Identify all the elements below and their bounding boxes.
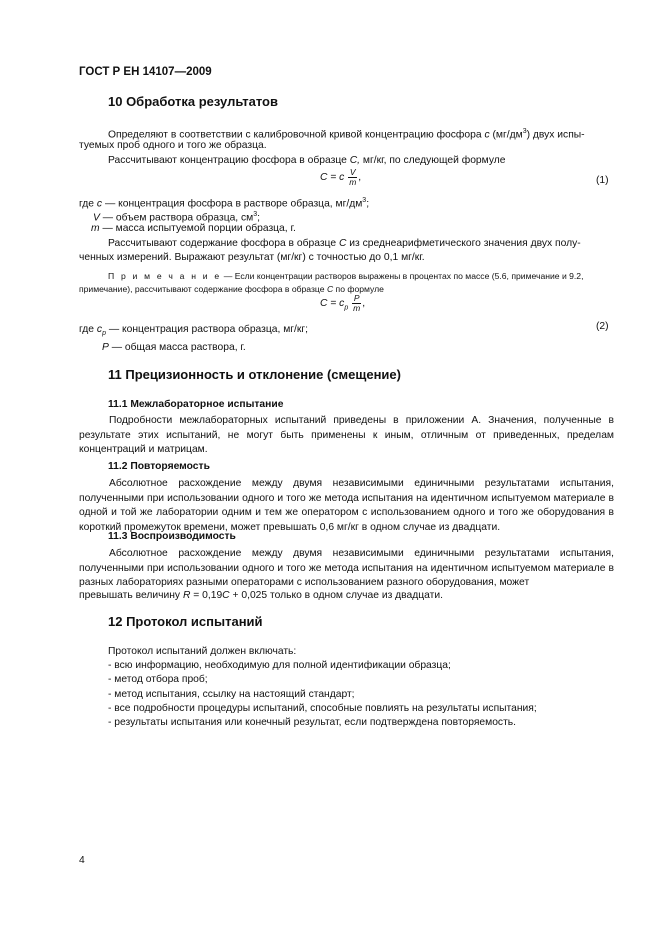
var-V: V [93, 212, 100, 224]
subscript: p [102, 330, 106, 338]
text: — концентрация фосфора в растворе образца, мг/дм [104, 198, 363, 210]
section-11-3-title: 11.3 Воспроизводимость [108, 531, 236, 542]
numerator: P [353, 293, 360, 303]
section-11-1-title: 11.1 Межлабораторное испытание [108, 399, 284, 410]
formula-2 [320, 294, 365, 316]
fraction [348, 168, 357, 187]
text: ; [257, 212, 261, 224]
text: ; [366, 198, 370, 210]
text: — масса испытуемой порции образца, г. [102, 223, 296, 234]
section-12-title: 12 Протокол испытаний [108, 614, 263, 629]
formula-1 [320, 168, 361, 187]
section-11-2-text: Абсолютное расхождение между двумя независимыми единичными результатами испытания, полученными при использовании одного и того же метода испытания на идентичном испытуемом материале в одной и той же лаборатории одним и тем же оператором с использованием одного и того же оборудования в короткий промежуток времени, может превышать 0,6 мг/кг в одном случае из двадцати. [79, 478, 614, 533]
var-C: C [222, 590, 230, 601]
text: — Если концентрации растворов выражены в процентах по массе (5.6, примечание и 9.2, [223, 271, 584, 281]
text: примечание), рассчитывают содержание фосфора в образце [79, 284, 325, 294]
denominator: m [353, 303, 361, 313]
var-R: R [182, 590, 191, 601]
sup: 3 [522, 128, 527, 135]
where-cp [79, 323, 308, 342]
text: = 0,19 [193, 590, 223, 601]
text: превышать величину [79, 590, 181, 601]
page-number: 4 [79, 855, 85, 866]
text: (мг/дм [492, 129, 523, 141]
text: по формуле [335, 284, 384, 294]
section-11-2-title: 11.2 Повторяемость [108, 461, 210, 472]
section-11-1-text: Подробности межлабораторных испытаний приведены в приложении А. Значения, полученные в результате этих испытаний, не могут быть применены к иным, отличным от приведенных, пределам концентраций и матрицам. [79, 415, 614, 455]
fraction [352, 294, 361, 313]
var-C: C, [349, 155, 361, 166]
text: , [358, 172, 362, 184]
sup: 3 [362, 197, 367, 204]
formula-lhs: C = c [320, 298, 345, 310]
where-m [91, 222, 296, 237]
text: где [79, 198, 95, 210]
subscript: p [344, 304, 349, 312]
text: — концентрация раствора образца, мг/кг; [108, 324, 309, 335]
s10-para3-line1 [108, 237, 581, 252]
var-c: c [96, 198, 103, 210]
var-C: C [326, 284, 334, 294]
text: + 0,025 только в одном случае из двадцати. [232, 590, 444, 601]
list-item: - всю информацию, необходимую для полной идентификации образца; [108, 660, 451, 671]
note-label: П р и м е ч а н и е [108, 271, 222, 281]
document-header: ГОСТ Р ЕН 14107—2009 [79, 66, 212, 78]
text: Рассчитывают концентрацию фосфора в образце [108, 155, 347, 166]
denominator: m [349, 177, 357, 187]
var-C: C [338, 238, 347, 249]
list-item: - метод отбора проб; [108, 674, 208, 685]
list-item: - результаты испытания или конечный результат, если подтверждена повторяемость. [108, 717, 517, 728]
s10-para3-line2: ченных измерений. Выражают результат (мг/кг) с точностью до 0,1 мг/кг. [79, 252, 425, 263]
text: ) двух испы- [526, 129, 585, 141]
protocol-intro: Протокол испытаний должен включать: [108, 646, 297, 657]
text: мг/кг, по следующей формуле [362, 155, 506, 166]
section-11-title: 11 Прецизионность и отклонение (смещение) [108, 367, 401, 382]
section-10-title: 10 Обработка результатов [108, 94, 278, 109]
s10-para2 [108, 154, 506, 169]
equation-number-1: (1) [596, 175, 609, 186]
var-m: m [91, 223, 100, 234]
note-line1 [108, 270, 583, 283]
text: Рассчитывают содержание фосфора в образце [108, 238, 337, 249]
text: где [79, 324, 95, 335]
var-c: c [96, 324, 103, 335]
text: — общая масса раствора, г. [111, 342, 246, 353]
text: — объем раствора образца, см [102, 212, 254, 224]
text: из среднеарифметического значения двух полу- [349, 238, 581, 249]
formula-lhs: C = c [320, 172, 345, 184]
numerator: V [349, 167, 356, 177]
s10-para1-line2: туемых проб одного и того же образца. [79, 140, 267, 151]
text: Определяют в соответствии с калибровочной кривой концентрацию фосфора [108, 129, 482, 141]
section-11-3-last-line [79, 589, 443, 604]
section-11-3-text: Абсолютное расхождение между двумя независимыми единичными результатами испытания, полученными при использовании одного и того же метода испытания на идентичном испытуемом материале в разных лабораториях разными операторами с использованием разного оборудования, может [79, 548, 614, 588]
var-c: c [484, 129, 490, 141]
text: , [362, 298, 366, 310]
sup: 3 [253, 211, 258, 218]
list-item: - все подробности процедуры испытаний, способные повлиять на результаты испытания; [108, 703, 537, 714]
list-item: - метод испытания, ссылку на настоящий стандарт; [108, 689, 355, 700]
var-P: P [102, 342, 109, 353]
equation-number-2: (2) [596, 321, 609, 332]
where-P [102, 341, 246, 356]
